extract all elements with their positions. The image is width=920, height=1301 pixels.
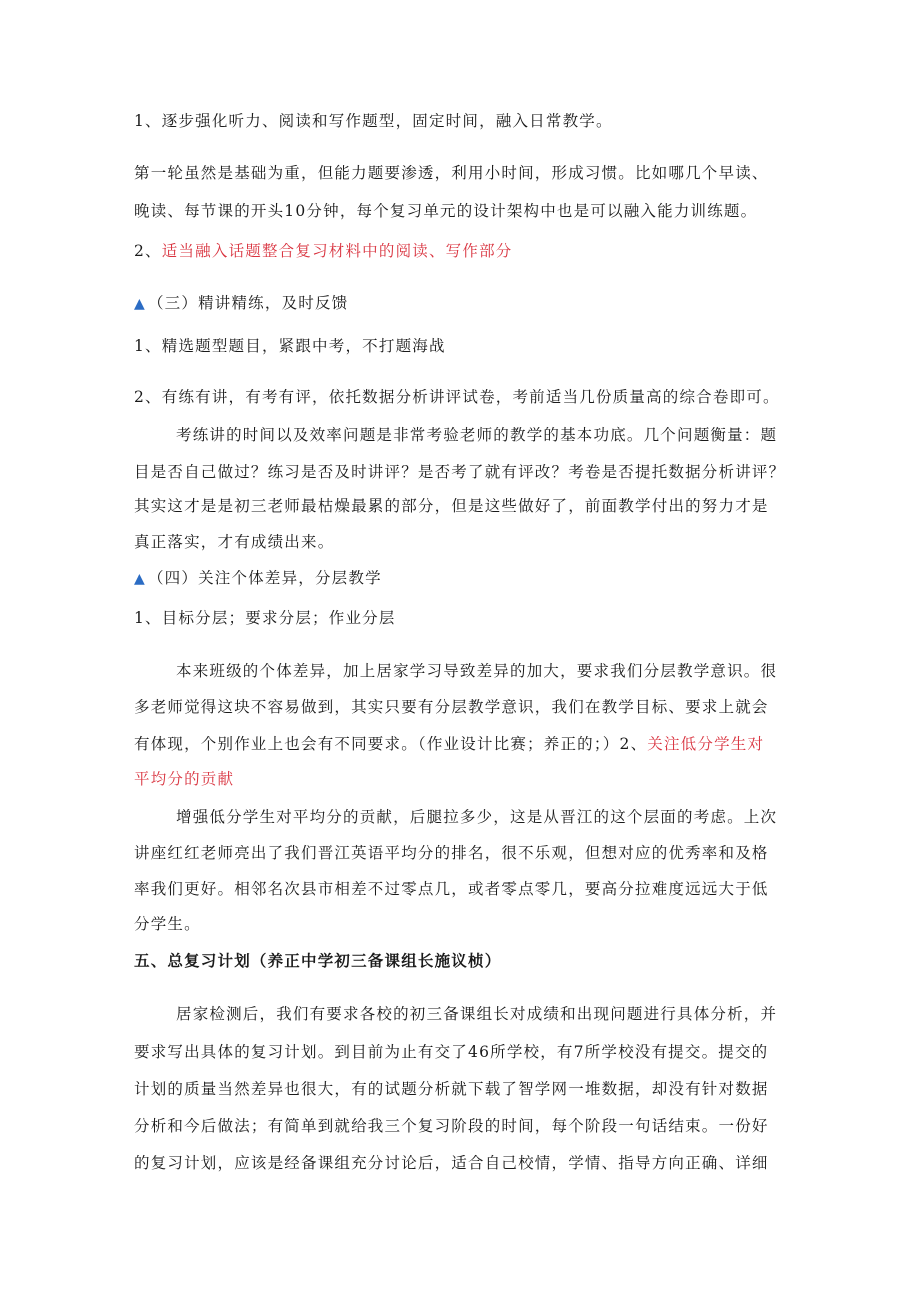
paragraph-review-plan-line2: 要求写出具体的复习计划。到目前为止有交了46所学校，有7所学校没有提交。提交的 xyxy=(134,1043,769,1061)
section-heading-3 xyxy=(134,292,794,315)
paragraph-exam-efficiency-line3: 其实这才是是初三老师最枯燥最累的部分，但是这些做好了，前面教学付出的努力才是 xyxy=(134,497,769,515)
heading-text: （四）关注个体差异，分层教学 xyxy=(147,569,382,587)
triangle-icon: ▲ xyxy=(134,296,146,312)
highlight-text: 关注低分学生对 xyxy=(647,735,765,753)
paragraph-review-plan-line5: 的复习计划，应该是经备课组充分讨论后，适合自己校情，学情、指导方向正确、详细 xyxy=(134,1154,769,1172)
highlight-text: 适当融入话题整合复习材料中的阅读、写作部分 xyxy=(161,242,513,260)
paragraph-low-score-line1: 增强低分学生对平均分的贡献，后腿拉多少，这是从晋江的这个层面的考虑。上次 xyxy=(176,808,778,826)
item-number: 2、 xyxy=(134,242,162,260)
paragraph-layered-goals: 1、目标分层；要求分层；作业分层 xyxy=(134,609,396,627)
paragraph-listening-reading: 1、逐步强化听力、阅读和写作题型，固定时间，融入日常教学。 xyxy=(134,112,613,130)
paragraph-low-score-line4: 分学生。 xyxy=(134,915,201,933)
paragraph-topic-integration xyxy=(134,240,794,262)
paragraph-individual-diff-line3 xyxy=(134,733,794,755)
plain-text: 有体现，个别作业上也会有不同要求。（作业设计比赛；养正的；）2、 xyxy=(134,735,648,753)
paragraph-review-plan-line4: 分析和今后做法；有简单到就给我三个复习阶段的时间，每个阶段一句话结束。一份好 xyxy=(134,1117,769,1135)
paragraph-individual-diff-line1: 本来班级的个体差异，加上居家学习导致差异的加大，要求我们分层教学意识。很 xyxy=(176,662,778,680)
paragraph-low-score-line2: 讲座红红老师亮出了我们晋江英语平均分的排名，很不乐观，但想对应的优秀率和及格 xyxy=(134,844,769,862)
paragraph-review-plan-line1: 居家检测后，我们有要求各校的初三备课组长对成绩和出现问题进行具体分析，并 xyxy=(176,1005,778,1023)
paragraph-select-questions: 1、精选题型题目，紧跟中考，不打题海战 xyxy=(134,337,446,355)
triangle-icon: ▲ xyxy=(134,571,146,587)
paragraph-exam-efficiency-line1: 考练讲的时间以及效率问题是非常考验老师的教学的基本功底。几个问题衡量：题 xyxy=(176,426,778,444)
paragraph-review-plan-line3: 计划的质量当然差异也很大，有的试题分析就下载了智学网一堆数据，却没有针对数据 xyxy=(134,1080,769,1098)
paragraph-low-score-line3: 率我们更好。相邻名次县市相差不过零点几，或者零点零几，要高分拉难度远远大于低 xyxy=(134,880,769,898)
paragraph-first-round-line2: 晚读、每节课的开头10分钟，每个复习单元的设计架构中也是可以融入能力训练题。 xyxy=(134,202,758,220)
paragraph-practice-review: 2、有练有讲，有考有评，依托数据分析讲评试卷，考前适当几份质量高的综合卷即可。 xyxy=(134,388,780,406)
section-heading-4 xyxy=(134,567,794,590)
paragraph-individual-diff-line4: 平均分的贡献 xyxy=(134,770,235,788)
paragraph-individual-diff-line2: 多老师觉得这块不容易做到，其实只要有分层教学意识，我们在教学目标、要求上就会 xyxy=(134,698,769,716)
paragraph-exam-efficiency-line4: 真正落实，才有成绩出来。 xyxy=(134,533,335,551)
section-heading-5: 五、总复习计划（养正中学初三备课组长施议桢） xyxy=(134,951,502,970)
heading-text: （三）精讲精练，及时反馈 xyxy=(147,294,349,312)
paragraph-exam-efficiency-line2: 目是否自己做过？练习是否及时讲评？是否考了就有评改？考卷是否提托数据分析讲评？ xyxy=(134,463,786,481)
paragraph-first-round-line1: 第一轮虽然是基础为重，但能力题要渗透，利用小时间，形成习惯。比如哪几个早读、 xyxy=(134,164,769,182)
